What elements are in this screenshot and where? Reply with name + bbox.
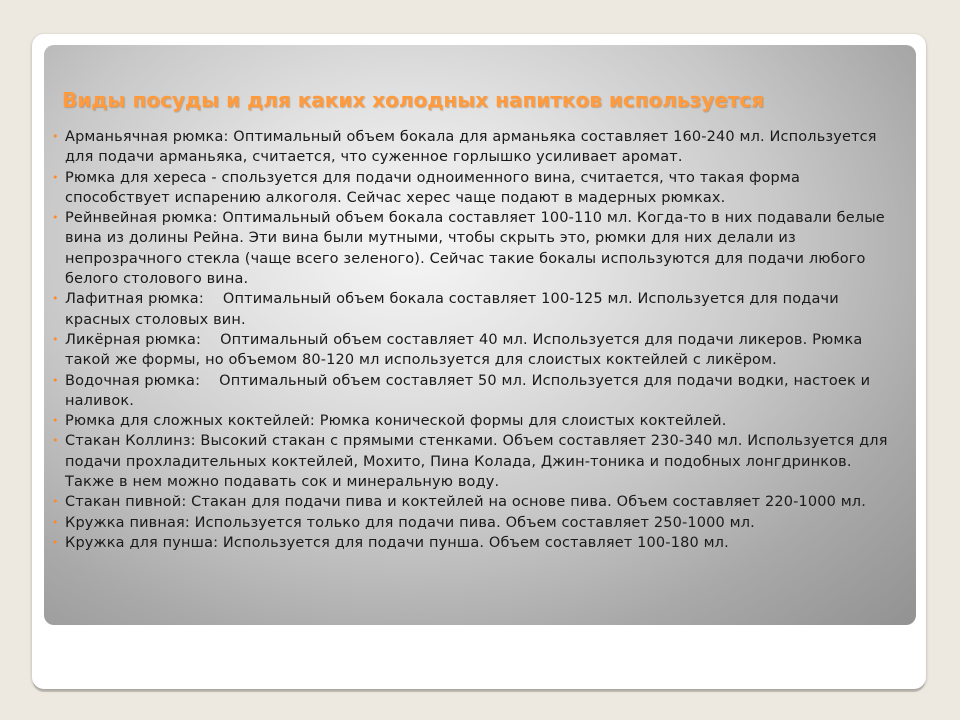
list-item-text: Лафитная рюмка: Оптимальный объем бокала составляет 100-125 мл. Используется для подачи красных столовых вин. [65, 291, 844, 328]
list-item-text: Кружка для пунша: Используется для подачи пунша. Объем составляет 100-180 мл. [65, 534, 729, 551]
list-item-text: Арманьячная рюмка: Оптимальный объем бокала для арманьяка составляет 160-240 мл. Используется для подачи арманьяка, считается, что суженное горлышко усиливает аромат. [65, 129, 877, 166]
bullet-icon: • [52, 170, 59, 184]
bullet-icon: • [52, 292, 59, 306]
list-item [52, 208, 902, 289]
list-item [52, 330, 902, 371]
list-item [52, 431, 902, 492]
list-item [52, 168, 902, 209]
list-item [52, 127, 902, 168]
list-item [52, 371, 902, 412]
bullet-icon: • [52, 434, 59, 448]
bullet-icon: • [52, 211, 59, 225]
list-item [52, 492, 902, 512]
bullet-icon: • [52, 130, 59, 143]
list-item [52, 289, 902, 330]
bullet-icon: • [52, 495, 59, 509]
list-item-text: Рейнвейная рюмка: Оптимальный объем бокала составляет 100-110 мл. Когда-то в них подавали белые вина из долины Рейна. Эти вина были мутными, чтобы скрыть это, рюмки для них делали из непрозрачного стекла (чаще всего зеленого). Сейчас такие бокалы используются для подачи любого белого столового вина. [65, 210, 885, 288]
list-item-text: Ликёрная рюмка: Оптимальный объем составляет 40 мл. Используется для подачи ликеров. Рюмка такой же формы, но объемом 80-120 мл используется для слоистых коктейлей с ликёром. [65, 331, 868, 369]
list-item-text: Стакан Коллинз: Высокий стакан с прямыми стенками. Объем составляет 230-340 мл. Используется для подачи прохладительных коктейлей, Мохито, Пина Колада, Джин-тоника и подобных лонгдринков. Также в нем можно подавать сок и минеральную воду. [65, 433, 888, 491]
bullet-icon: • [52, 332, 59, 346]
list-item-text: Стакан пивной: Стакан для подачи пива и коктейлей на основе пива. Объем составляет 220-1000 мл. [65, 494, 866, 511]
bullet-icon: • [52, 535, 59, 549]
list-item-text: Кружка пивная: Используется только для подачи пива. Объем составляет 250-1000 мл. [65, 514, 755, 531]
bullet-icon: • [52, 373, 59, 387]
slide-title: Виды посуды и для каких холодных напитков используется [62, 88, 765, 112]
list-item-text: Рюмка для хереса - спользуется для подачи одноименного вина, считается, что такая форма способствует испарению алкоголя. Сейчас херес чаще подают в мадерных рюмках. [65, 169, 801, 206]
bullet-icon: • [52, 515, 59, 529]
list-item [52, 513, 902, 533]
bullet-list [52, 127, 902, 553]
list-item [52, 533, 902, 553]
bullet-icon: • [52, 414, 59, 428]
list-item-text: Рюмка для сложных коктейлей: Рюмка конической формы для слоистых коктейлей. [65, 413, 727, 430]
list-item-text: Водочная рюмка: Оптимальный объем составляет 50 мл. Используется для подачи водки, настоек и наливок. [65, 372, 875, 409]
list-item [52, 411, 902, 431]
